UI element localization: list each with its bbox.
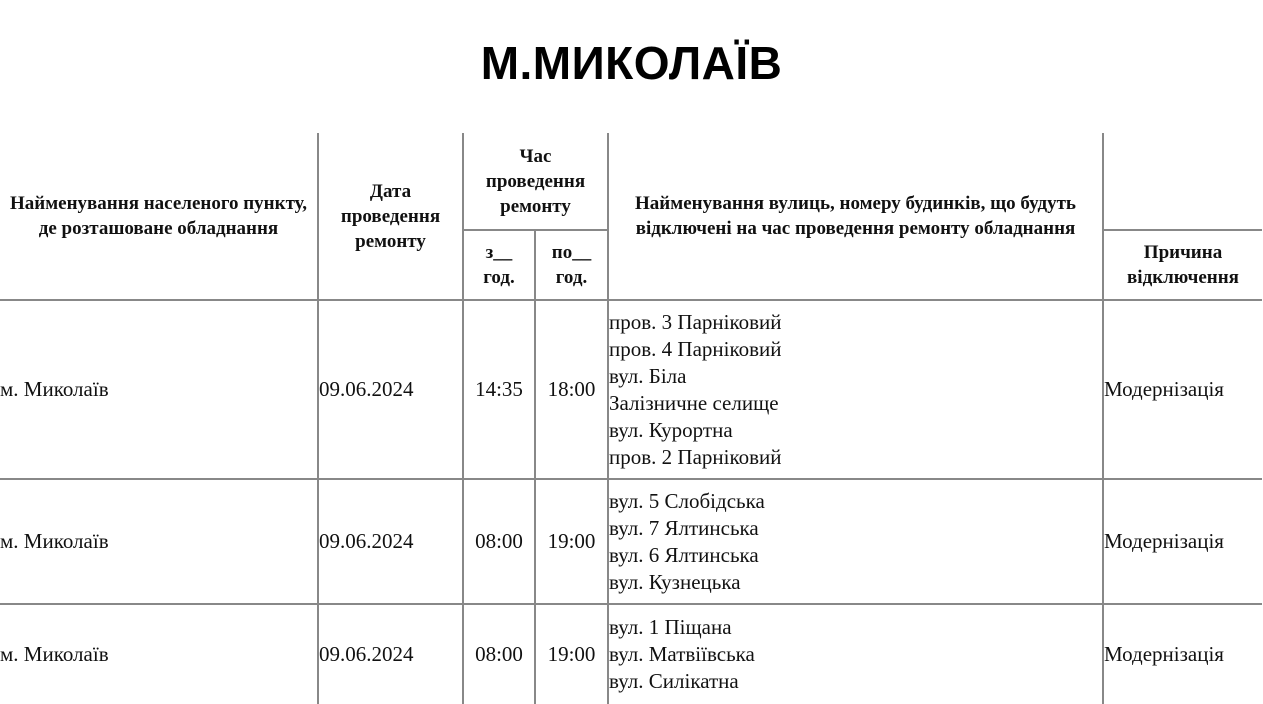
cell-place: м. Миколаїв xyxy=(0,300,318,479)
cell-time-from: 14:35 xyxy=(463,300,535,479)
street-item: пров. 2 Парніковий xyxy=(609,444,782,469)
cell-date: 09.06.2024 xyxy=(318,300,463,479)
street-item: вул. 7 Ялтинська xyxy=(609,515,759,540)
cell-time-from: 08:00 xyxy=(463,604,535,704)
header-time: Час проведення ремонту xyxy=(463,133,608,230)
cell-reason: Модернізація xyxy=(1103,300,1262,479)
cell-date: 09.06.2024 xyxy=(318,479,463,604)
header-reason: Причина відключення xyxy=(1103,230,1262,300)
cell-streets xyxy=(608,479,1103,604)
cell-reason: Модернізація xyxy=(1103,604,1262,704)
page-title: М.МИКОЛАЇВ xyxy=(480,37,783,89)
street-item: вул. Матвіївська xyxy=(609,642,755,666)
cell-time-from: 08:00 xyxy=(463,479,535,604)
header-time-from: з__ год. xyxy=(463,230,535,300)
cell-date: 09.06.2024 xyxy=(318,604,463,704)
street-item: вул. Курортна xyxy=(609,417,733,442)
cell-streets xyxy=(608,300,1103,479)
table-row xyxy=(0,604,1262,704)
cell-place: м. Миколаїв xyxy=(0,642,109,666)
header-time-to: по__ год. xyxy=(535,230,608,300)
header-place: Найменування населеного пункту, де розташоване обладнання xyxy=(0,133,318,300)
header-streets: Найменування вулиць, номеру будинків, що будуть відключені на час проведення ремонту обладнання xyxy=(608,133,1103,300)
street-item: вул. 5 Слобідська xyxy=(609,488,765,513)
outage-schedule-table xyxy=(0,133,1262,704)
street-item: вул. Силікатна xyxy=(609,669,739,693)
table-row xyxy=(0,300,1262,479)
street-item: пров. 4 Парніковий xyxy=(609,336,782,361)
cell-streets xyxy=(608,604,1103,704)
cell-time-to: 19:00 xyxy=(535,479,608,604)
header-date: Дата проведення ремонту xyxy=(318,133,463,300)
street-item: вул. Біла xyxy=(609,363,687,388)
table-row xyxy=(0,479,1262,604)
street-item: Залізничне селище xyxy=(609,390,779,415)
cell-reason: Модернізація xyxy=(1103,479,1262,604)
street-item: вул. 1 Піщана xyxy=(609,615,732,639)
cell-place: м. Миколаїв xyxy=(0,479,318,604)
street-item: вул. Кузнецька xyxy=(609,569,741,594)
cell-time-to: 18:00 xyxy=(535,300,608,479)
street-item: вул. 6 Ялтинська xyxy=(609,542,759,567)
street-item: пров. 3 Парніковий xyxy=(609,309,782,334)
header-reason-empty xyxy=(1103,133,1262,230)
cell-time-to: 19:00 xyxy=(535,604,608,704)
